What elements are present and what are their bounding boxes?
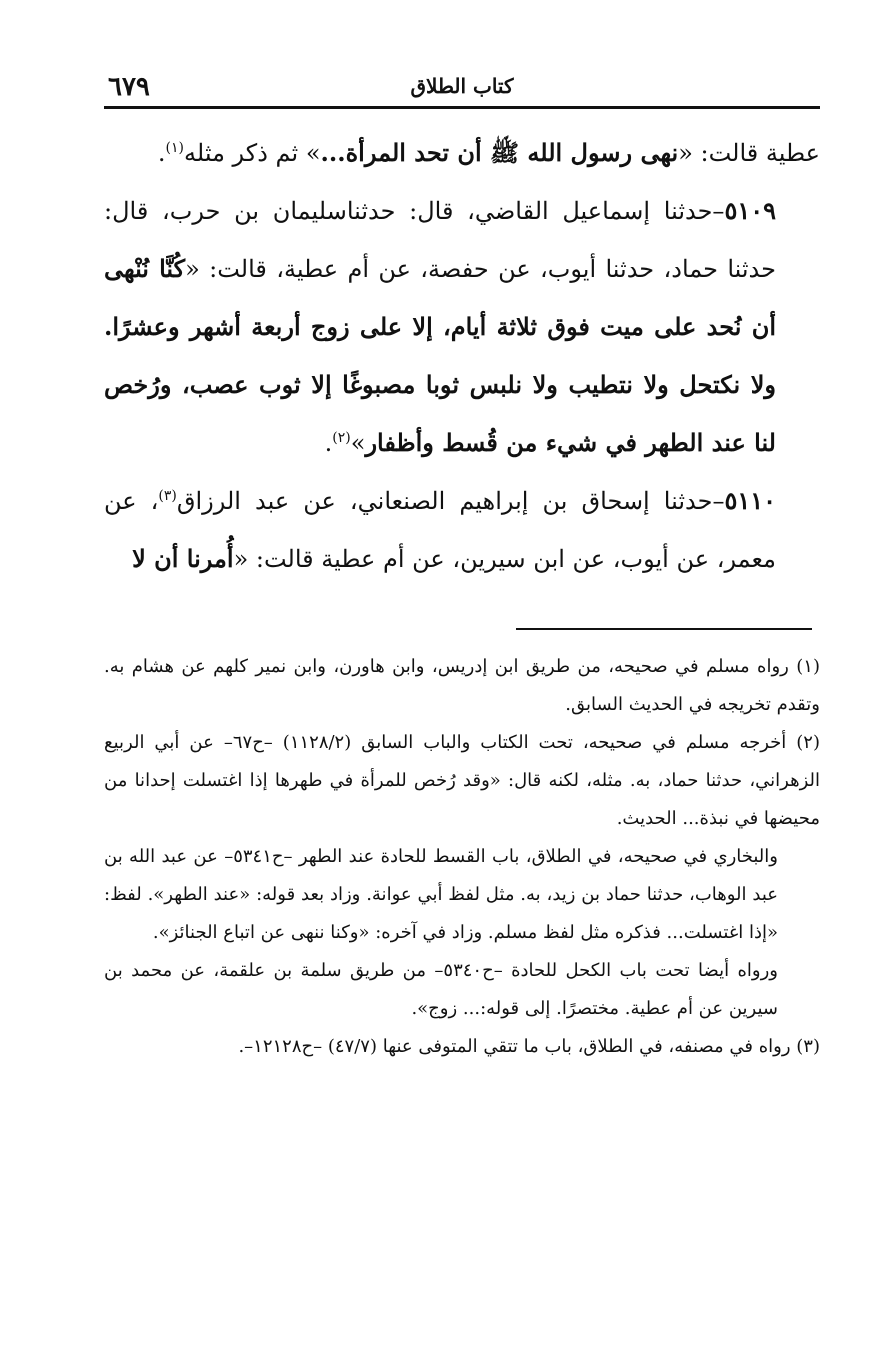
hadith-5109 xyxy=(104,182,820,472)
hadith-number: ٥١١٠ xyxy=(724,486,777,515)
text-run: » xyxy=(350,429,366,457)
footnote-1: (١) رواه مسلم في صحيحه، من طريق ابن إدريس، وابن هاورن، وابن نمير كلهم عن هشام به. وتقدم تخريجه في الحديث السابق. xyxy=(104,656,820,715)
isnad-text: –حدثنا إسماعيل القاضي، قال: حدثناسليمان بن حرب، قال: حدثنا حماد، حدثنا أيوب، عن حفصة، عن أم عطية، قالت: « xyxy=(104,197,776,283)
paragraph-continuation xyxy=(104,124,820,182)
running-header xyxy=(104,70,820,104)
text-run: » ثم ذكر مثله xyxy=(184,139,321,167)
footnotes xyxy=(104,648,820,1066)
isnad-text: –حدثنا إسحاق بن إبراهيم الصنعاني، عن عبد الرزاق xyxy=(176,487,725,515)
main-text xyxy=(104,124,820,588)
footnote-ref: (١) xyxy=(165,140,185,156)
footnote-2-part-2: والبخاري في صحيحه، في الطلاق، باب القسط للحادة عند الطهر –ح٥٣٤١– عن عبد الله بن عبد الوهاب، حدثنا حماد بن زيد، به. مثل لفظ أبي عوانة. وزاد بعد قوله: «عند الطهر». لفظ: «إذا اغتسلت... فذكره مثل لفظ مسلم. وزاد في آخره: «وكنا ننهى عن اتباع الجنائز». xyxy=(104,846,778,943)
text-run: عطية قالت: « xyxy=(678,139,820,167)
chapter-title: كتاب الطلاق xyxy=(410,74,514,98)
hadith-quote: أُمرنا أن لا xyxy=(132,544,234,573)
hadith-5110 xyxy=(104,472,820,588)
text-run: . xyxy=(157,139,166,167)
footnote-ref: (٢) xyxy=(332,430,351,446)
footnote-ref: (٣) xyxy=(158,488,177,504)
hadith-number: ٥١٠٩ xyxy=(724,196,776,225)
hadith-quote: كُنَّا نُنْهى أن نُحد على ميت فوق ثلاثة أيام، إلا على زوج أربعة أشهر وعشرًا. ولا نكتحل ولا نتطيب ولا نلبس ثوبا مصبوغًا إلا ثوب عصب، ورُخص لنا عند الطهر في شيء من قُسط وأظفار xyxy=(104,254,776,457)
footnote-2-part-3: ورواه أيضا تحت باب الكحل للحادة –ح٥٣٤٠– من طريق سلمة بن علقمة، عن محمد بن سيرين عن أم عطية. مختصرًا. إلى قوله:... زوج». xyxy=(104,960,778,1019)
header-rule xyxy=(104,106,820,109)
footnote-rule xyxy=(516,628,812,630)
isnad-text: ، عن معمر، عن أيوب، عن ابن سيرين، عن أم عطية قالت: « xyxy=(104,487,776,573)
footnote-3: (٣) رواه في مصنفه، في الطلاق، باب ما تتقي المتوفى عنها (٤٧/٧) –ح١٢١٢٨–. xyxy=(238,1036,820,1057)
hadith-quote: نهى رسول الله ﷺ أن تحد المرأة... xyxy=(320,138,679,167)
footnote-2: (٢) أخرجه مسلم في صحيحه، تحت الكتاب والباب السابق (١١٢٨/٢) –ح٦٧– عن أبي الربيع الزهراني، حدثنا حماد، به. مثله، لكنه قال: «وقد رُخص للمرأة في طهرها إذا اغتسلت إحدانا من محيضها في نبذة... الحديث. xyxy=(104,732,820,829)
page-number: ٦٧٩ xyxy=(108,72,150,102)
text-run: . xyxy=(324,429,333,457)
